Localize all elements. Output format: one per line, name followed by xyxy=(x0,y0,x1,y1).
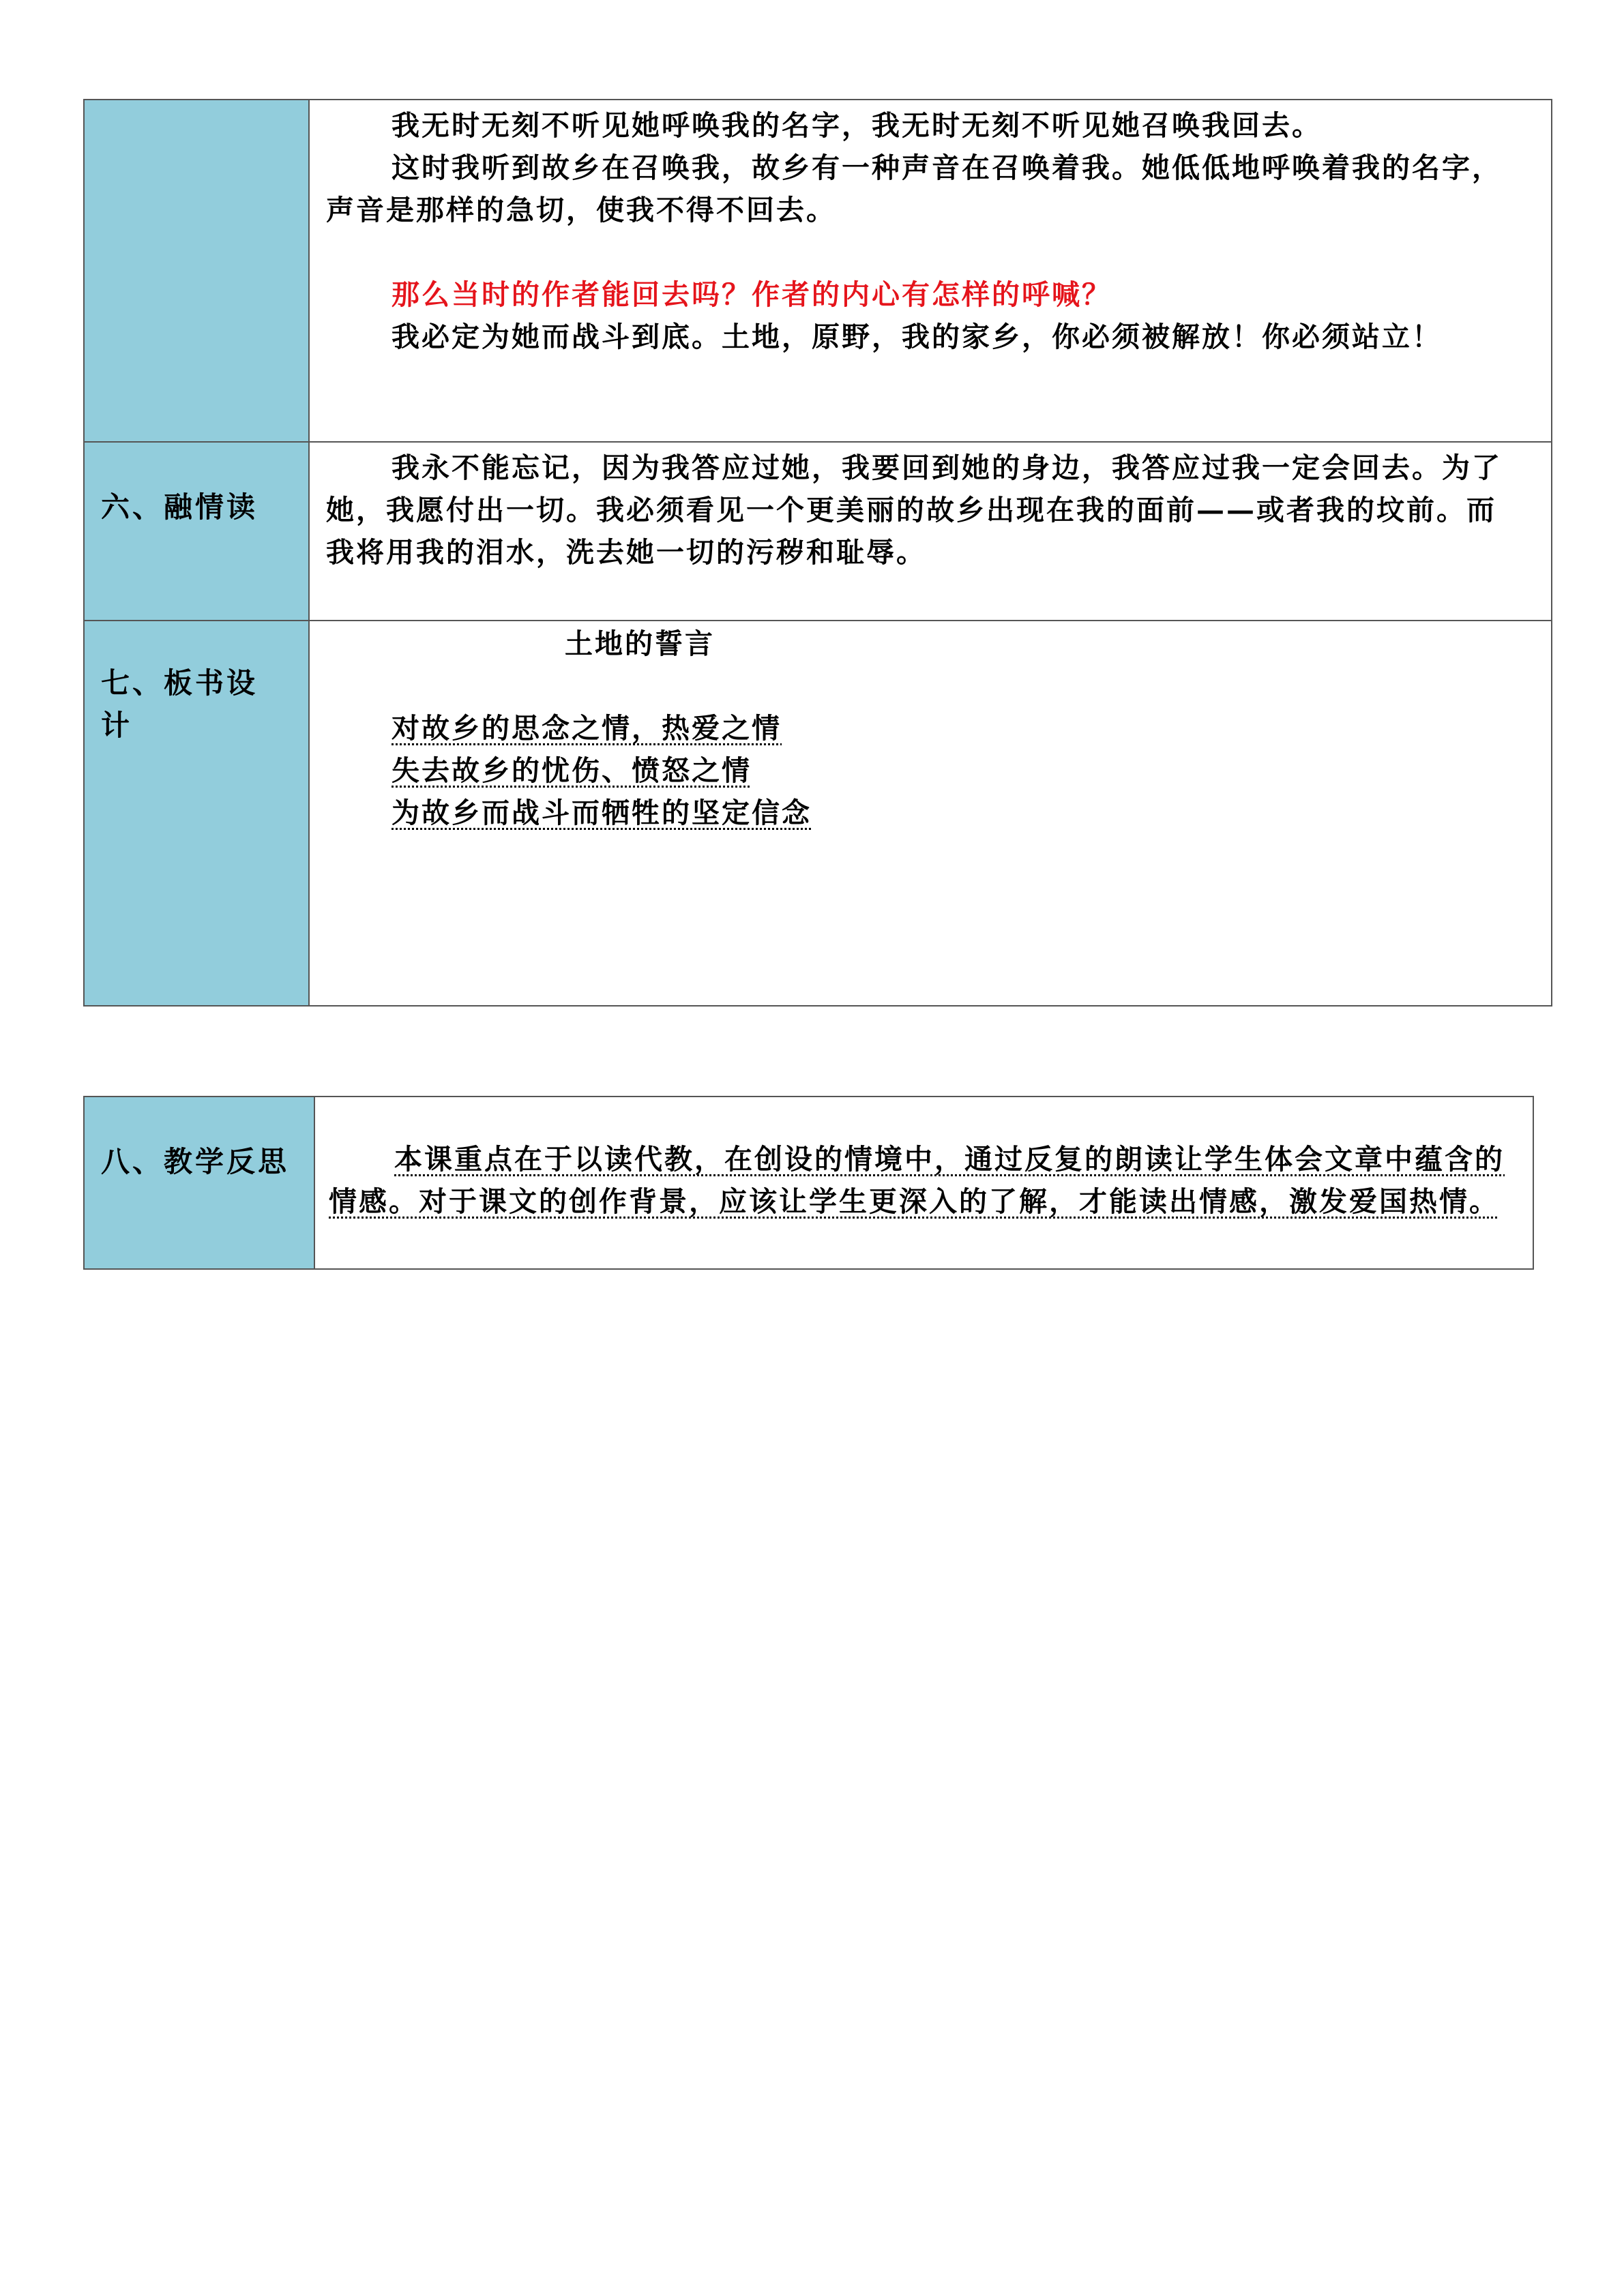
paragraph: 我永不能忘记，因为我答应过她，我要回到她的身边，我答应过我一定会回去。为了她，我愿付出一切。我必须看见一个更美丽的故乡出现在我的面前——或者我的坟前。而我将用我的泪水，洗去她一切的污秽和耻辱。 xyxy=(326,451,1502,569)
question-text: 那么当时的作者能回去吗？作者的内心有怎样的呼喊？ xyxy=(392,278,1112,311)
row-content xyxy=(309,100,1552,442)
board-line: 对故乡的思念之情，热爱之情 xyxy=(392,712,782,745)
board-title: 土地的誓言 xyxy=(565,627,715,660)
reflection-table xyxy=(83,1096,1534,1270)
row-content xyxy=(309,442,1552,621)
row-label-empty xyxy=(84,100,309,442)
row-label: 八、教学反思 xyxy=(84,1097,314,1269)
board-line: 失去故乡的忧伤、愤怒之情 xyxy=(392,754,752,787)
lesson-plan-table xyxy=(83,99,1552,1007)
row-label: 六、融情读 xyxy=(84,442,309,621)
board-design xyxy=(309,621,1552,1006)
row-label: 七、板书设计 xyxy=(84,621,309,1006)
paragraph: 这时我听到故乡在召唤我，故乡有一种声音在召唤着我。她低低地呼唤着我的名字，声音是那样的急切，使我不得不回去。 xyxy=(326,151,1502,226)
table-row xyxy=(84,621,1552,1006)
table-row xyxy=(84,1097,1533,1269)
reflection-content xyxy=(314,1097,1533,1269)
paragraph: 我无时无刻不听见她呼唤我的名字，我无时无刻不听见她召唤我回去。 xyxy=(392,109,1322,142)
table-row xyxy=(84,100,1552,442)
paragraph: 本课重点在于以读代教，在创设的情境中，通过反复的朗读让学生体会文章中蕴含的情感。对于课文的创作背景，应该让学生更深入的了解，才能读出情感，激发爱国热情。 xyxy=(329,1143,1505,1218)
board-line: 为故乡而战斗而牺牲的坚定信念 xyxy=(392,796,812,829)
paragraph: 我必定为她而战斗到底。土地，原野，我的家乡，你必须被解放！你必须站立！ xyxy=(392,320,1442,353)
table-row xyxy=(84,442,1552,621)
